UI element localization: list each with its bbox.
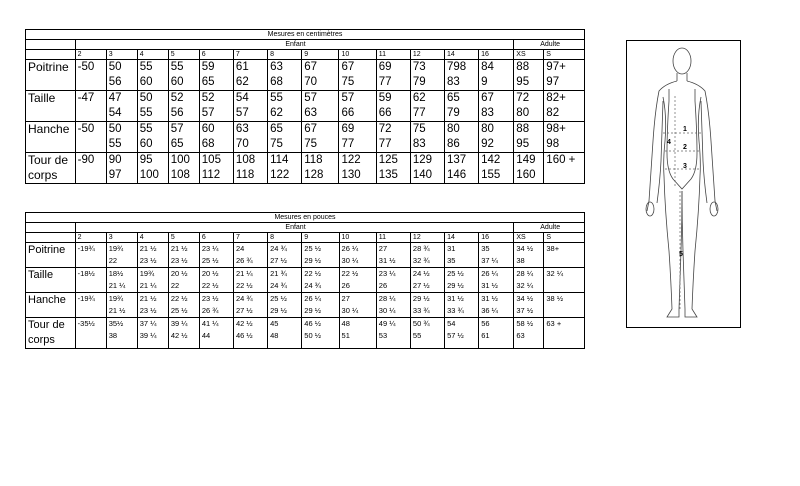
size-header: 4 [137, 50, 168, 60]
measurement-cell: 23 ¼ 25 ½ [199, 243, 233, 268]
size-header: 2 [75, 233, 106, 243]
measurement-cell: 46 ½ 50 ½ [302, 318, 339, 349]
measurement-cell: 31 ½ 33 ¾ [445, 293, 479, 318]
group-header-adult: Adulte [514, 40, 585, 50]
measurement-cell: 67 75 [302, 122, 339, 153]
measurement-cell: 18½ 21 ¼ [106, 268, 137, 293]
measurement-cell: 57 63 [302, 91, 339, 122]
measurement-cell: 62 77 [410, 91, 444, 122]
measurement-cell: -18½ [75, 268, 106, 293]
size-header: 12 [410, 50, 444, 60]
measurement-cell: 75 83 [410, 122, 444, 153]
measurement-cell: 65 79 [444, 91, 478, 122]
size-header: 3 [106, 233, 137, 243]
measurement-cell: 39 ¼ 42 ½ [168, 318, 199, 349]
size-header: 11 [376, 50, 410, 60]
measurement-cell: 65 75 [268, 122, 302, 153]
measurement-cell: 25 ½ 29 ½ [445, 268, 479, 293]
measurement-cell: 20 ½ 22 ½ [199, 268, 233, 293]
table-title: Mesures en pouces [26, 213, 585, 223]
marker-4: 4 [667, 139, 671, 146]
size-header: XS [514, 233, 544, 243]
measurement-cell: 19¾ 21 ¼ [137, 268, 168, 293]
measurement-cell: 69 77 [339, 122, 376, 153]
measurement-cell: 798 83 [444, 60, 478, 91]
measurement-cell: 72 80 [514, 91, 544, 122]
size-header: XS [514, 50, 544, 60]
marker-1: 1 [683, 126, 687, 133]
measurement-cell: 37 ¼ 39 ¼ [137, 318, 168, 349]
size-header: 14 [445, 233, 479, 243]
size-header: S [544, 233, 585, 243]
measurement-cell: 22 ½ 26 [339, 268, 376, 293]
row-label: Hanche [26, 122, 76, 153]
measurement-cell: 28 ¼ 32 ¼ [514, 268, 544, 293]
measurement-cell: 38+ [544, 243, 585, 268]
size-header: 7 [234, 233, 268, 243]
measurement-cell: 54 57 ½ [445, 318, 479, 349]
measurement-cell: 55 60 [168, 60, 199, 91]
size-header: 6 [199, 233, 233, 243]
row-label: Hanche [26, 293, 76, 318]
measurement-cell: 50 55 [106, 122, 137, 153]
table-row [26, 122, 585, 153]
measurement-cell: 47 54 [106, 91, 137, 122]
measurement-cell: 52 57 [199, 91, 233, 122]
measurement-cell: 35 37 ¼ [479, 243, 514, 268]
body-silhouette-icon [627, 41, 739, 326]
measurement-cell: 28 ¾ 32 ¾ [410, 243, 444, 268]
row-label: Poitrine [26, 60, 76, 91]
measurement-cell: -47 [75, 91, 106, 122]
measurement-cell: 52 56 [168, 91, 199, 122]
measurement-cell: 88 95 [514, 122, 544, 153]
measurement-cell: 50 55 [137, 91, 168, 122]
measurement-cell: 48 51 [339, 318, 376, 349]
row-label: Poitrine [26, 243, 76, 268]
measurement-cell: 100 108 [168, 153, 199, 184]
marker-2: 2 [683, 144, 687, 151]
measurement-cell: 25 ½ 29 ½ [268, 293, 302, 318]
table-title: Mesures en centimètres [26, 30, 585, 40]
measurement-cell: 82+ 82 [544, 91, 585, 122]
size-header: 14 [444, 50, 478, 60]
size-header: 4 [137, 233, 168, 243]
measurement-cell: 27 30 ¼ [339, 293, 376, 318]
measurement-cell: 129 140 [410, 153, 444, 184]
measurement-cell: 63 68 [268, 60, 302, 91]
measurement-cell: 58 ½ 63 [514, 318, 544, 349]
table-row [26, 91, 585, 122]
measurement-cell: 25 ½ 29 ½ [302, 243, 339, 268]
table-row [26, 60, 585, 91]
measurement-cell: 26 ¼ 29 ½ [302, 293, 339, 318]
table-row [26, 318, 585, 349]
measurement-cell: 55 62 [268, 91, 302, 122]
measurement-cell: 54 57 [233, 91, 267, 122]
measurement-cell: 118 128 [302, 153, 339, 184]
measurement-cell: 88 95 [514, 60, 544, 91]
measurement-cell: 90 97 [106, 153, 137, 184]
size-header: 7 [233, 50, 267, 60]
measurement-cell: 23 ½ 26 ¾ [199, 293, 233, 318]
size-header: 5 [168, 50, 199, 60]
measurement-cell: 142 155 [479, 153, 514, 184]
group-header-child: Enfant [75, 40, 514, 50]
measurement-cell: -50 [75, 122, 106, 153]
measurement-cell: 31 35 [445, 243, 479, 268]
size-header: 5 [168, 233, 199, 243]
measurement-cell: 42 ½ 46 ½ [234, 318, 268, 349]
row-label: Tour de corps [26, 318, 76, 349]
measurement-cell: 24 26 ¾ [234, 243, 268, 268]
measurement-cell: 80 86 [444, 122, 478, 153]
measurement-cell: 34 ½ 38 [514, 243, 544, 268]
size-header: 2 [75, 50, 106, 60]
marker-3: 3 [683, 163, 687, 170]
measurement-cell: 67 75 [339, 60, 376, 91]
size-header: 10 [339, 50, 376, 60]
table-row [26, 293, 585, 318]
measurement-cell: 59 66 [376, 91, 410, 122]
marker-5: 5 [679, 251, 683, 258]
measurement-cell: 21 ½ 23 ½ [168, 243, 199, 268]
measurement-cell: 35½ 38 [106, 318, 137, 349]
measurement-cell: 160 + [544, 153, 585, 184]
measurement-cell: 57 65 [168, 122, 199, 153]
size-header: 16 [479, 233, 514, 243]
measurement-cell: 61 62 [233, 60, 267, 91]
measurement-cell: 32 ¼ [544, 268, 585, 293]
measurement-cell: 20 ½ 22 [168, 268, 199, 293]
measurement-cell: 21 ¼ 22 ½ [234, 268, 268, 293]
measurement-cell: 29 ½ 33 ¾ [410, 293, 444, 318]
measurement-cell: 23 ¼ 26 [376, 268, 410, 293]
measurement-cell: 69 77 [376, 60, 410, 91]
measurement-cell: -19¾ [75, 293, 106, 318]
table-row [26, 243, 585, 268]
measurement-cell: 27 31 ½ [376, 243, 410, 268]
measurement-cell: 149 160 [514, 153, 544, 184]
size-header: 10 [339, 233, 376, 243]
measurement-cell: 63 70 [233, 122, 267, 153]
measurement-cell: 80 92 [479, 122, 514, 153]
measurement-cell: 63 + [544, 318, 585, 349]
measurement-cell: 26 ¼ 31 ½ [479, 268, 514, 293]
size-header: 11 [376, 233, 410, 243]
measurement-cell: 49 ¼ 53 [376, 318, 410, 349]
measurement-cell: 45 48 [268, 318, 302, 349]
measurement-cell: 56 61 [479, 318, 514, 349]
measurement-cell: -19¾ [75, 243, 106, 268]
measurement-cell: 21 ½ 23 ½ [137, 243, 168, 268]
size-header: 8 [268, 233, 302, 243]
measurement-cell: 26 ¼ 30 ¼ [339, 243, 376, 268]
measurement-cell: 60 68 [199, 122, 233, 153]
measurement-cell: 38 ½ [544, 293, 585, 318]
measurement-cell: 97+ 97 [544, 60, 585, 91]
measurement-cell: -50 [75, 60, 106, 91]
measurement-cell: 73 79 [410, 60, 444, 91]
measurement-cell: 84 9 [479, 60, 514, 91]
measurement-cell: 19¾ 22 [106, 243, 137, 268]
measurement-cell: 19¾ 21 ½ [106, 293, 137, 318]
measurement-cell: 55 60 [137, 60, 168, 91]
measurement-cell: 24 ½ 27 ½ [410, 268, 444, 293]
row-label: Taille [26, 91, 76, 122]
size-header: 8 [268, 50, 302, 60]
measurement-cell: 21 ½ 23 ½ [137, 293, 168, 318]
measurement-cell: 34 ½ 37 ½ [514, 293, 544, 318]
measurement-cell: 31 ½ 36 ¼ [479, 293, 514, 318]
size-header: 9 [302, 233, 339, 243]
measurement-cell: -35½ [75, 318, 106, 349]
size-header: 16 [479, 50, 514, 60]
measurement-cell: 105 112 [199, 153, 233, 184]
group-header-adult: Adulte [514, 223, 585, 233]
measurement-cell: 50 ¾ 55 [410, 318, 444, 349]
size-header: S [544, 50, 585, 60]
table-row [26, 268, 585, 293]
measurement-cell: 41 ¼ 44 [199, 318, 233, 349]
measurement-cell: 24 ¾ 27 ½ [268, 243, 302, 268]
measurement-cell: 98+ 98 [544, 122, 585, 153]
row-label: Tour de corps [26, 153, 76, 184]
measurement-cell: 22 ½ 25 ½ [168, 293, 199, 318]
measurement-cell: 55 60 [137, 122, 168, 153]
measurement-cell: -90 [75, 153, 106, 184]
measurement-cell: 137 146 [444, 153, 478, 184]
measurement-cell: 50 56 [106, 60, 137, 91]
measurement-cell: 72 77 [376, 122, 410, 153]
measurement-cell: 22 ½ 24 ¾ [302, 268, 339, 293]
measurement-cell: 59 65 [199, 60, 233, 91]
measurement-cell: 114 122 [268, 153, 302, 184]
measurement-cell: 67 83 [479, 91, 514, 122]
inch-size-table [25, 212, 585, 349]
cm-size-table [25, 29, 585, 184]
size-header: 6 [199, 50, 233, 60]
table-row [26, 153, 585, 184]
measurement-cell: 122 130 [339, 153, 376, 184]
size-header: 12 [410, 233, 444, 243]
measurement-cell: 24 ¾ 27 ½ [234, 293, 268, 318]
measurement-cell: 57 66 [339, 91, 376, 122]
size-header: 3 [106, 50, 137, 60]
measurement-cell: 108 118 [233, 153, 267, 184]
row-label: Taille [26, 268, 76, 293]
measurement-cell: 95 100 [137, 153, 168, 184]
measurement-cell: 21 ¾ 24 ¾ [268, 268, 302, 293]
measurement-cell: 67 70 [302, 60, 339, 91]
group-header-child: Enfant [75, 223, 514, 233]
size-header: 9 [302, 50, 339, 60]
body-measurement-figure [626, 40, 741, 328]
measurement-cell: 28 ¼ 30 ¼ [376, 293, 410, 318]
measurement-cell: 125 135 [376, 153, 410, 184]
